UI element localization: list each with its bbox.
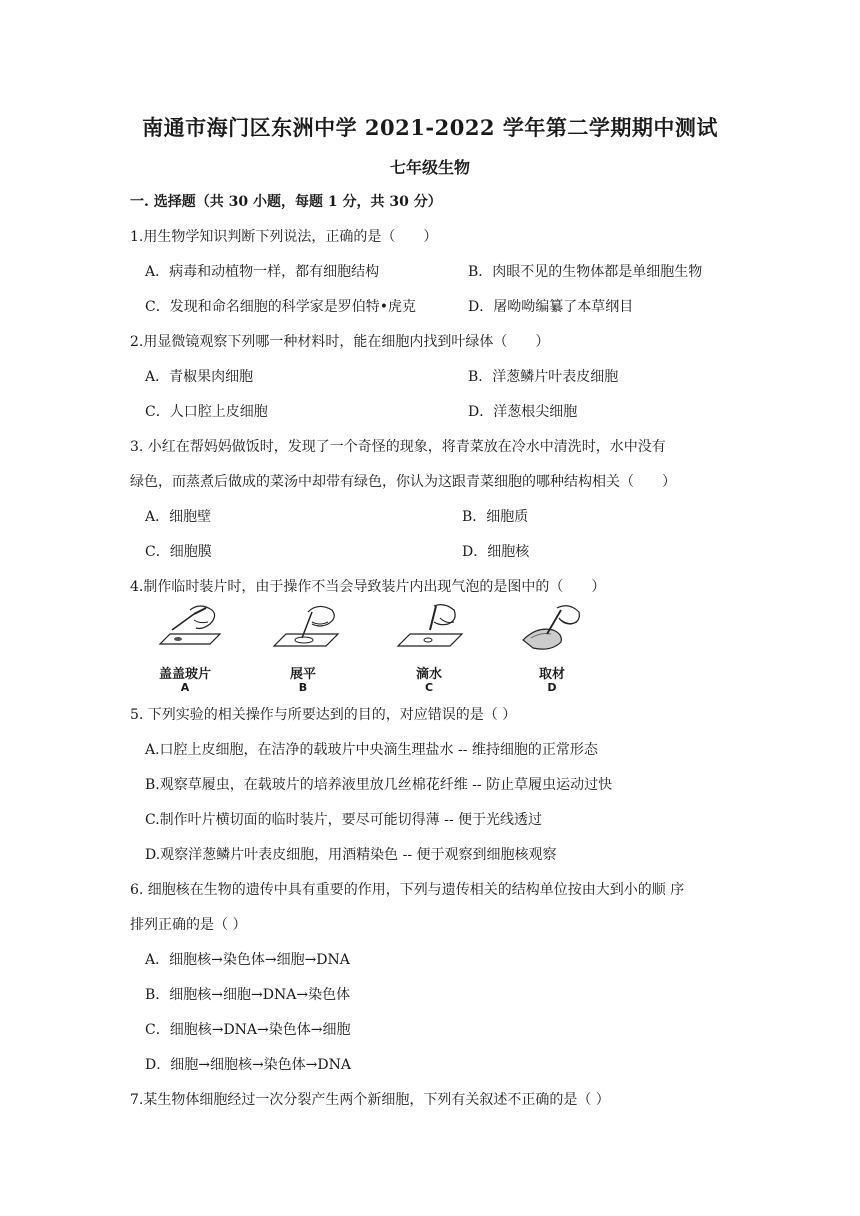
cover-slip-illustration xyxy=(150,600,230,662)
question-6-stem-line-1: 6. 细胞核在生物的遗传中具有重要的作用，下列与遗传相关的结构单位按由大到小的顺 序 xyxy=(130,882,685,898)
question-7-stem: 7.某生物体细胞经过一次分裂产生两个新细胞，下列有关叙述不正确的是（ ） xyxy=(130,1092,610,1108)
section-heading: 一. 选择题（共 30 小题，每题 1 分，共 30 分） xyxy=(130,194,442,210)
figure-b-label: 展平 xyxy=(289,667,316,682)
question-3-option-d: D．细胞核 xyxy=(462,544,530,560)
question-1-stem: 1.用生物学知识判断下列说法，正确的是（ ） xyxy=(130,229,438,245)
question-1-option-c: C．发现和命名细胞的科学家是罗伯特•虎克 xyxy=(145,299,416,315)
figure-b xyxy=(268,600,368,700)
figure-a-label: 盖盖玻片 xyxy=(158,667,211,682)
question-1-option-a: A．病毒和动植物一样，都有细胞结构 xyxy=(145,264,380,280)
question-4-figure xyxy=(150,600,610,700)
question-5-option-d: D.观察洋葱鳞片叶表皮细胞，用酒精染色 -- 便于观察到细胞核观察 xyxy=(145,847,557,863)
question-6-stem-line-2: 排列正确的是（ ） xyxy=(130,917,247,933)
question-5-option-c: C.制作叶片横切面的临时装片，要尽可能切得薄 -- 便于光线透过 xyxy=(145,812,543,828)
question-3-stem-line-1: 3. 小红在帮妈妈做饭时，发现了一个奇怪的现象，将青菜放在冷水中清洗时，水中没有 xyxy=(130,439,666,455)
question-3-option-a: A．细胞壁 xyxy=(145,509,212,525)
question-5-option-a: A.口腔上皮细胞，在洁净的载玻片中央滴生理盐水 -- 维持细胞的正常形态 xyxy=(145,742,598,758)
question-3-stem-line-2: 绿色，而蒸煮后做成的菜汤中却带有绿色，你认为这跟青菜细胞的哪种结构相关（ ） xyxy=(130,474,676,490)
figure-c-letter: C xyxy=(424,681,434,694)
figure-d-label: 取材 xyxy=(538,667,565,682)
question-1-option-b: B．肉眼不见的生物体都是单细胞生物 xyxy=(468,264,703,280)
question-3-option-c: C．细胞膜 xyxy=(145,544,212,560)
page-subtitle: 七年级生物 xyxy=(389,158,470,177)
question-5-stem: 5. 下列实验的相关操作与所要达到的目的，对应错误的是（ ） xyxy=(130,707,517,723)
figure-d xyxy=(517,600,617,700)
take-material-illustration xyxy=(517,600,597,662)
question-2-option-d: D．洋葱根尖细胞 xyxy=(468,404,578,420)
question-6-option-b: B．细胞核→细胞→DNA→染色体 xyxy=(145,987,351,1003)
question-6-option-a: A．细胞核→染色体→细胞→DNA xyxy=(145,952,350,968)
figure-c xyxy=(394,600,494,700)
question-2-option-c: C．人口腔上皮细胞 xyxy=(145,404,268,420)
spread-illustration xyxy=(268,600,348,662)
drip-water-illustration xyxy=(394,600,474,662)
figure-d-letter: D xyxy=(547,681,557,694)
question-2-option-a: A．青椒果肉细胞 xyxy=(145,369,254,385)
figure-a-letter: A xyxy=(180,681,190,694)
question-5-option-b: B.观察草履虫，在载玻片的培养液里放几丝棉花纤维 -- 防止草履虫运动过快 xyxy=(145,777,613,793)
question-3-option-b: B．细胞质 xyxy=(462,509,529,525)
question-6-option-c: C．细胞核→DNA→染色体→细胞 xyxy=(145,1022,351,1038)
question-1-option-d: D．屠呦呦编纂了本草纲目 xyxy=(468,299,634,315)
figure-c-label: 滴水 xyxy=(415,667,442,682)
question-2-stem: 2.用显微镜观察下列哪一种材料时，能在细胞内找到叶绿体（ ） xyxy=(130,334,550,350)
question-4-stem: 4.制作临时装片时，由于操作不当会导致装片内出现气泡的是图中的（ ） xyxy=(130,579,606,595)
question-6-option-d: D．细胞→细胞核→染色体→DNA xyxy=(145,1057,352,1073)
question-2-option-b: B．洋葱鳞片叶表皮细胞 xyxy=(468,369,619,385)
figure-a xyxy=(150,600,250,700)
page-title: 南通市海门区东洲中学 2021-2022 学年第二学期期中测试 xyxy=(142,115,718,140)
figure-b-letter: B xyxy=(298,681,308,694)
